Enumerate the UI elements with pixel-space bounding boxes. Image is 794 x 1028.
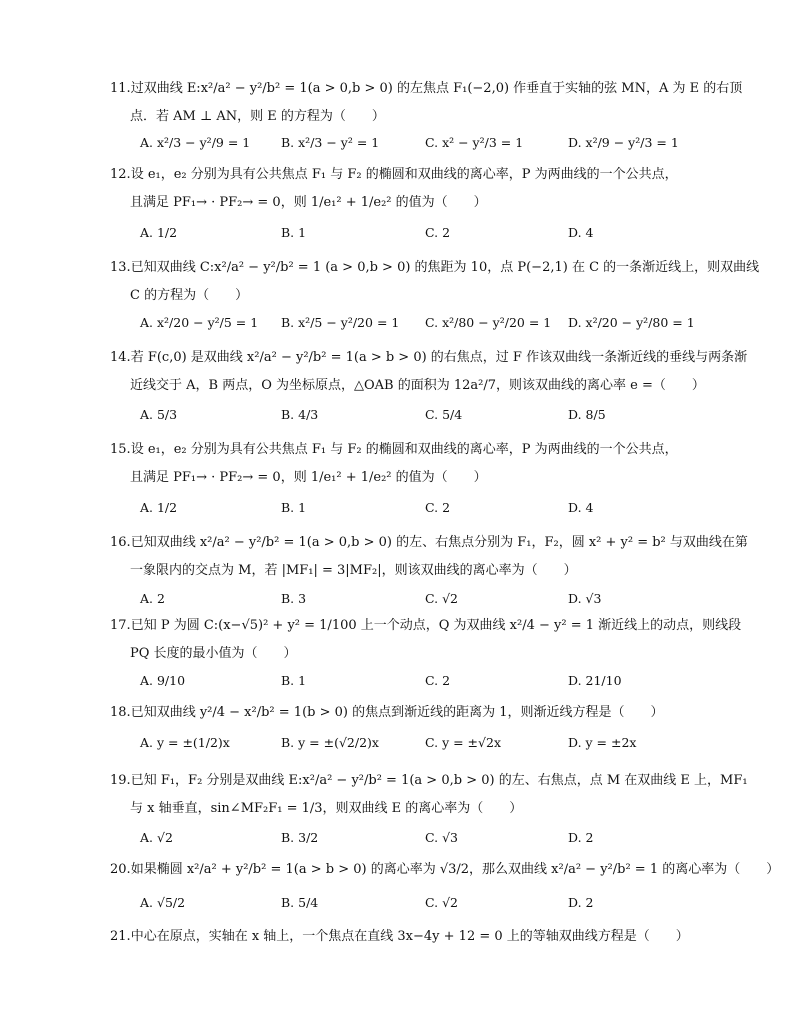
- stem-text: 且满足 PF₁→ · PF₂→ = 0，则 1/e₁² + 1/e₂² 的值为（ ）: [130, 470, 487, 485]
- question-stem: [110, 928, 689, 946]
- stem-text: 已知 P 为圆 C:(x−√5)² + y² = 1/100 上一个动点，Q 为双曲线 x²/4 − y² = 1 渐近线上的动点，则线段: [130, 618, 742, 633]
- option-c: C. x² − y²/3 = 1: [425, 135, 524, 150]
- question-number: 13.: [110, 260, 131, 275]
- question-stem: [110, 861, 779, 879]
- option-c: C. 2: [425, 225, 451, 240]
- option-a: A. 1/2: [140, 225, 178, 240]
- option-c: C. 2: [425, 500, 451, 515]
- option-c: C. √2: [425, 591, 458, 606]
- option-d: D. 21/10: [568, 673, 622, 688]
- option-c: C. x²/80 − y²/20 = 1: [425, 315, 552, 330]
- option-a: A. x²/20 − y²/5 = 1: [140, 315, 259, 330]
- stem-text: 如果椭圆 x²/a² + y²/b² = 1(a > b > 0) 的离心率为 √3/2，那么双曲线 x²/a² − y²/b² = 1 的离心率为（ ）: [130, 862, 780, 877]
- option-d: D. 8/5: [568, 407, 606, 422]
- option-b: B. 4/3: [281, 407, 319, 422]
- stem-text: 过双曲线 E:x²/a² − y²/b² = 1(a > 0,b > 0) 的左焦点 F₁(−2,0) 作垂直于实轴的弦 MN，A 为 E 的右顶: [130, 81, 743, 96]
- question-stem-continued: [130, 469, 487, 487]
- question-number: 20.: [110, 862, 131, 877]
- stem-text: 近线交于 A，B 两点，O 为坐标原点，△OAB 的面积为 12a²/7，则该双曲线的离心率 e =（ ）: [130, 378, 705, 393]
- option-b: B. x²/3 − y² = 1: [281, 135, 380, 150]
- option-a: A. x²/3 − y²/9 = 1: [140, 135, 251, 150]
- stem-text: C 的方程为（ ）: [130, 288, 249, 303]
- option-b: B. 1: [281, 673, 307, 688]
- stem-text: 且满足 PF₁→ · PF₂→ = 0，则 1/e₁² + 1/e₂² 的值为（ ）: [130, 195, 487, 210]
- question-stem: [110, 80, 742, 98]
- question-number: 21.: [110, 929, 131, 944]
- option-d: D. 4: [568, 225, 594, 240]
- stem-text: 与 x 轴垂直，sin∠MF₂F₁ = 1/3，则双曲线 E 的离心率为（ ）: [130, 801, 523, 816]
- question-number: 11.: [110, 81, 131, 96]
- option-b: B. 1: [281, 500, 307, 515]
- question-stem-continued: [130, 800, 522, 818]
- option-c: C. 5/4: [425, 407, 463, 422]
- option-a: A. 1/2: [140, 500, 178, 515]
- question-stem: [110, 534, 748, 552]
- question-stem-continued: [130, 377, 705, 395]
- option-a: A. 9/10: [140, 673, 186, 688]
- question-number: 18.: [110, 705, 131, 720]
- option-d: D. √3: [568, 591, 602, 606]
- question-stem: [110, 772, 748, 790]
- option-b: B. 3: [281, 591, 307, 606]
- option-a: A. y = ±(1/2)x: [140, 735, 230, 750]
- stem-text: 若 F(c,0) 是双曲线 x²/a² − y²/b² = 1(a > b > 0) 的右焦点，过 F 作该双曲线一条渐近线的垂线与两条渐: [130, 350, 748, 365]
- question-number: 14.: [110, 350, 131, 365]
- option-b: B. 3/2: [281, 830, 319, 845]
- question-stem-continued: [130, 645, 297, 663]
- stem-text: 已知双曲线 y²/4 − x²/b² = 1(b > 0) 的焦点到渐近线的距离为 1，则渐近线方程是（ ）: [130, 705, 664, 720]
- question-stem: [110, 617, 741, 635]
- stem-text: 中心在原点，实轴在 x 轴上，一个焦点在直线 3x−4y + 12 = 0 上的等轴双曲线方程是（ ）: [130, 929, 689, 944]
- option-d: D. 2: [568, 895, 594, 910]
- option-d: D. x²/20 − y²/80 = 1: [568, 315, 695, 330]
- option-c: C. √3: [425, 830, 458, 845]
- question-number: 15.: [110, 442, 131, 457]
- option-d: D. 4: [568, 500, 594, 515]
- stem-text: 设 e₁，e₂ 分别为具有公共焦点 F₁ 与 F₂ 的椭圆和双曲线的离心率，P 为两曲线的一个公共点，: [130, 167, 678, 182]
- question-number: 12.: [110, 167, 131, 182]
- stem-text: 已知 F₁，F₂ 分别是双曲线 E:x²/a² − y²/b² = 1(a > 0,b > 0) 的左、右焦点，点 M 在双曲线 E 上，MF₁: [130, 773, 748, 788]
- question-number: 19.: [110, 773, 131, 788]
- option-a: A. √5/2: [140, 895, 186, 910]
- stem-text: 已知双曲线 C:x²/a² − y²/b² = 1 (a > 0,b > 0) 的焦距为 10，点 P(−2,1) 在 C 的一条渐近线上，则双曲线: [130, 260, 760, 275]
- question-stem-continued: [130, 108, 385, 126]
- option-a: A. 5/3: [140, 407, 178, 422]
- question-stem: [110, 704, 664, 722]
- option-a: A. √2: [140, 830, 173, 845]
- stem-text: 一象限内的交点为 M，若 |MF₁| = 3|MF₂|，则该双曲线的离心率为（ ）: [130, 563, 577, 578]
- option-a: A. 2: [140, 591, 165, 606]
- question-stem: [110, 441, 678, 459]
- question-stem-continued: [130, 194, 487, 212]
- option-c: C. y = ±√2x: [425, 735, 501, 750]
- stem-text: 设 e₁，e₂ 分别为具有公共焦点 F₁ 与 F₂ 的椭圆和双曲线的离心率，P 为两曲线的一个公共点，: [130, 442, 678, 457]
- question-stem: [110, 349, 747, 367]
- stem-text: 已知双曲线 x²/a² − y²/b² = 1(a > 0,b > 0) 的左、右焦点分别为 F₁，F₂，圆 x² + y² = b² 与双曲线在第: [130, 535, 748, 550]
- option-b: B. 1: [281, 225, 307, 240]
- question-number: 17.: [110, 618, 131, 633]
- option-b: B. x²/5 − y²/20 = 1: [281, 315, 400, 330]
- option-d: D. 2: [568, 830, 594, 845]
- question-number: 16.: [110, 535, 131, 550]
- option-d: D. y = ±2x: [568, 735, 637, 750]
- option-b: B. 5/4: [281, 895, 319, 910]
- question-stem-continued: [130, 562, 577, 580]
- option-c: C. 2: [425, 673, 451, 688]
- question-stem: [110, 166, 678, 184]
- option-c: C. √2: [425, 895, 458, 910]
- stem-text: PQ 长度的最小值为（ ）: [130, 646, 297, 661]
- option-d: D. x²/9 − y²/3 = 1: [568, 135, 679, 150]
- stem-text: 点．若 AM ⊥ AN，则 E 的方程为（ ）: [130, 109, 385, 124]
- question-stem-continued: [130, 287, 248, 305]
- option-b: B. y = ±(√2/2)x: [281, 735, 379, 750]
- question-stem: [110, 259, 759, 277]
